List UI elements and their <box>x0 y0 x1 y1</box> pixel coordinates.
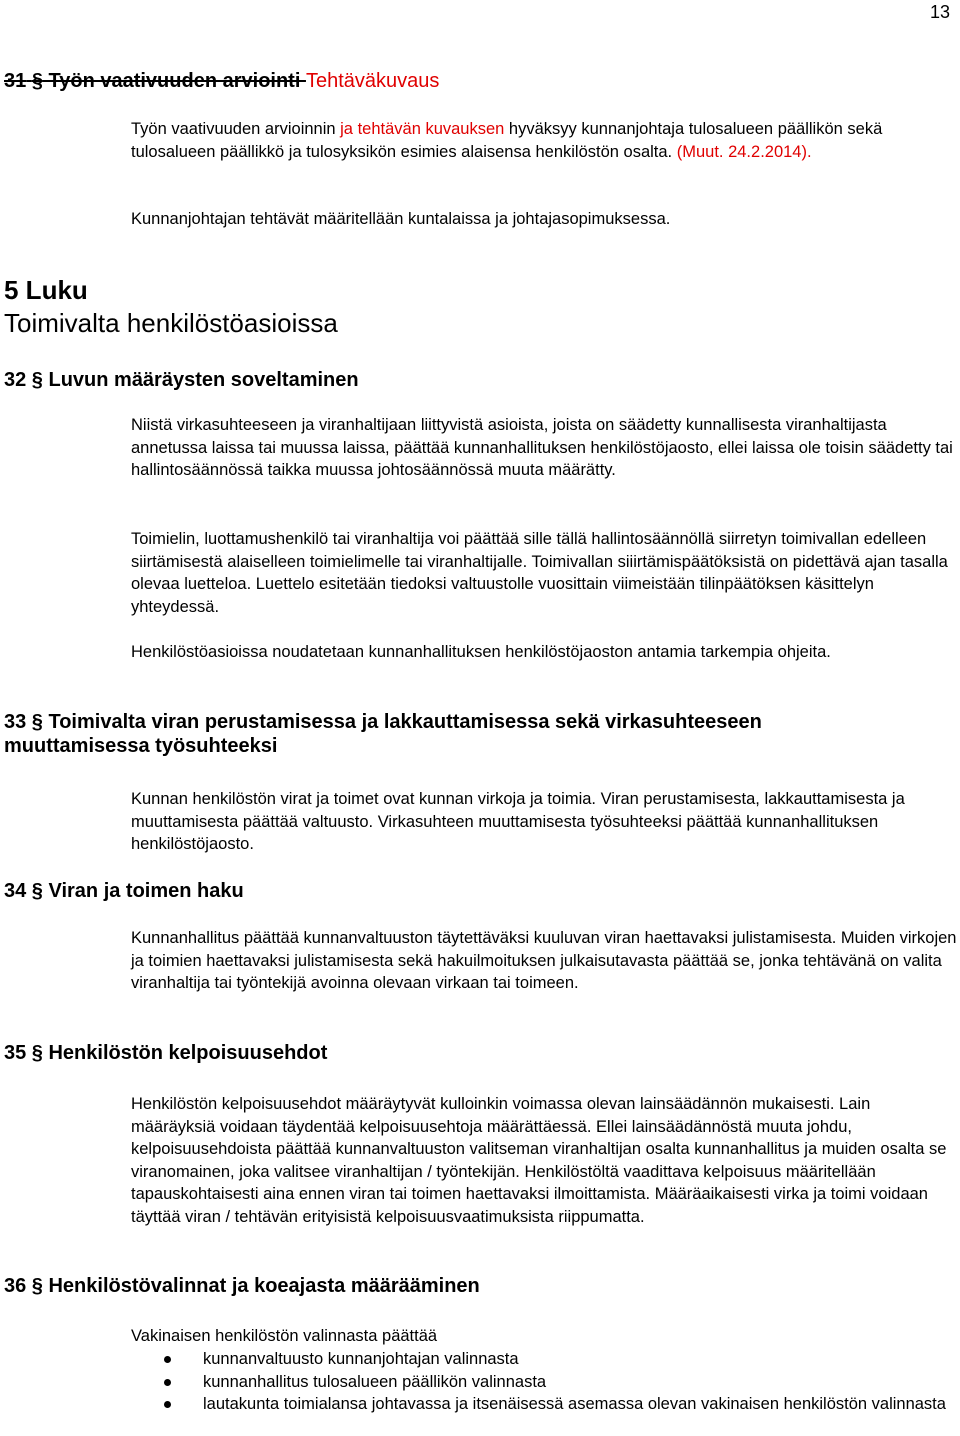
section-35-heading: 35 § Henkilöstön kelpoisuusehdot <box>4 1042 328 1064</box>
section-31-old-title: 31 § Työn vaativuuden arviointi <box>4 70 306 92</box>
bullet-icon <box>164 1356 171 1363</box>
section-36-heading: 36 § Henkilöstövalinnat ja koeajasta määrääminen <box>4 1275 480 1297</box>
page-number: 13 <box>929 2 950 22</box>
section-34-paragraph-1: Kunnanhallitus päättää kunnanvaltuuston täytettäväksi kuuluvan viran haettavaksi julistamisesta. Muiden virkojen ja toimien haettavaksi julistamisesta sekä hakuilmoituksen julkaisutavasta päättää se, jonka tehtävänä on valita viranhaltija tai työntekijä avoinna olevaan virkaan tai toimeen. <box>131 929 957 992</box>
section-35-paragraph-1: Henkilöstön kelpoisuusehdot määräytyvät kulloinkin voimassa olevan lainsäädännön mukaisesti. Lain määräyksiä voidaan täydentää kelpoisuusehtoja määrättäessä. Ellei lainsäädännöstä muuta johdu, kelpoisuusehdoista päättää kunnanvaltuuston valitseman viranhaltijan osalta kunnanhallitus ja muiden osalta se viranomainen, joka valitsee viranhaltijan / työntekijän. Henkilöstöltä vaadittava kelpoisuus määritellään tapauskohtaisesti aina ennen viran tai toimen haettavaksi ilmoittamista. Määräaikaisesti virka ja toimi voidaan täyttää viran / tehtävän erityisistä kelpoisuusvaatimuksista riippumatta. <box>131 1095 947 1226</box>
section-31-paragraph-2: Kunnanjohtajan tehtävät määritellään kuntalaissa ja johtajasopimuksessa. <box>131 210 671 228</box>
chapter-subtitle: Toimivalta henkilöstöasioissa <box>4 308 338 338</box>
section-33-paragraph-1: Kunnan henkilöstön virat ja toimet ovat kunnan virkoja ja toimia. Viran perustamisesta, lakkauttamisesta ja muuttamisesta päättää valtuusto. Virkasuhteen muuttamisesta työsuhteeksi päättää kunnanhallituksen henkilöstöjaosto. <box>131 790 905 853</box>
list-item: kunnanhallitus tulosalueen päällikön valinnasta <box>131 1371 957 1394</box>
bullet-icon <box>164 1379 171 1386</box>
section-32-heading: 32 § Luvun määräysten soveltaminen <box>4 369 359 391</box>
section-36-intro: Vakinaisen henkilöstön valinnasta päättää <box>131 1327 438 1345</box>
section-31-heading <box>4 70 439 93</box>
section-32-paragraph-2: Toimielin, luottamushenkilö tai viranhaltija voi päättää sille tällä hallintosäännöllä siirretyn toimivallan edelleen siirtämisestä alaiselleen toimielimelle tai viranhaltijalle. Toimivallan siiirtämispäätöksistä on pidettävä ajan tasalla olevaa luetteloa. Luettelo esitetään tiedoksi valtuustolle vuosittain viimeistään tilinpäätöksen käsittelyn yhteydessä. <box>131 530 948 616</box>
section-31-paragraph-1: Työn vaativuuden arvioinnin ja tehtävän kuvauksen hyväksyy kunnanjohtaja tulosalueen päällikön sekä tulosalueen päällikkö ja tulosyksikön esimies alaisensa henkilöstön osalta. (Muut. 24.2.2014). <box>131 120 883 161</box>
section-34-heading: 34 § Viran ja toimen haku <box>4 880 244 902</box>
section-32-paragraph-1: Niistä virkasuhteeseen ja viranhaltijaan liittyvistä asioista, joista on säädetty kunnallisesta viranhaltijasta annetussa laissa tai muussa laissa, päättää kunnanhallituksen henkilöstöjaosto, ellei laissa ole toisin säädetty tai hallintosäännössä taikka muussa johtosäännössä muuta määrätty. <box>131 416 953 479</box>
bullet-icon <box>164 1401 171 1408</box>
list-item: kunnanvaltuusto kunnanjohtajan valinnasta <box>131 1348 957 1371</box>
chapter-title: 5 Luku <box>4 275 88 305</box>
section-33-heading: 33 § Toimivalta viran perustamisessa ja lakkauttamisessa sekä virkasuhteeseen muuttamisessa työsuhteeksi <box>4 711 762 757</box>
section-36-list <box>131 1348 957 1416</box>
section-32-paragraph-3: Henkilöstöasioissa noudatetaan kunnanhallituksen henkilöstöjaoston antamia tarkempia ohjeita. <box>131 643 831 661</box>
list-item: lautakunta toimialansa johtavassa ja itsenäisessä asemassa olevan vakinaisen henkilöstön valinnasta <box>131 1393 957 1416</box>
section-31-new-title: Tehtäväkuvaus <box>305 70 440 92</box>
